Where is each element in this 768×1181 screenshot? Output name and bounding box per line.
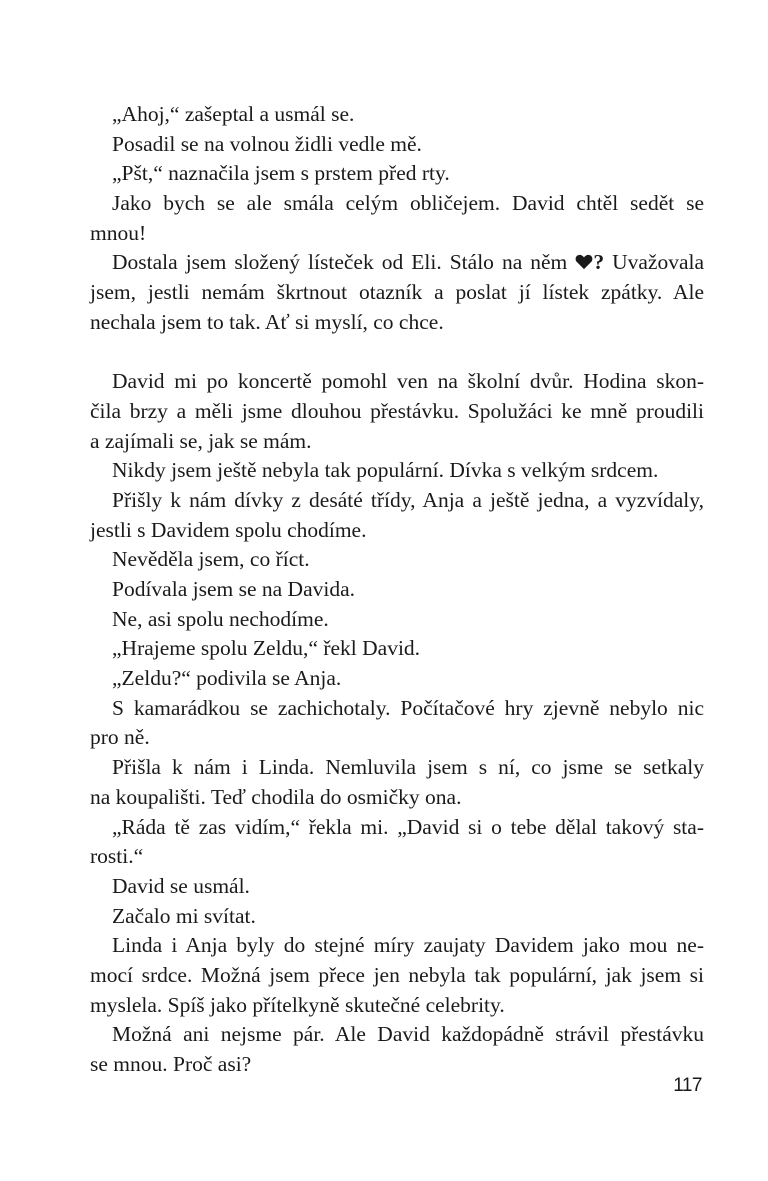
- text-line: David mi po koncertě pomohl ven na školní dvůr. Hodina skon-: [112, 369, 704, 394]
- heart-icon: [575, 254, 593, 270]
- text-line: jsem, jestli nemám škrtnout otazník a poslat jí lístek zpátky. Ale: [90, 280, 704, 305]
- text-line: [112, 248, 704, 278]
- text-line: Přišla k nám i Linda. Nemluvila jsem s ní, co jsme se setkaly: [112, 755, 704, 780]
- text-line: Linda i Anja byly do stejné míry zaujaty Davidem jako mou ne-: [112, 933, 704, 958]
- text-line: Možná ani nejsme pár. Ale David každopádně strávil přestávku: [112, 1022, 704, 1047]
- text-line: „Hrajeme spolu Zeldu,“ řekl David.: [112, 636, 421, 661]
- text-line: nechala jsem to tak. Ať si myslí, co chce.: [90, 309, 444, 334]
- text-line: pro ně.: [90, 725, 150, 750]
- text-line: Jako bych se ale smála celým obličejem. David chtěl sedět se: [112, 191, 704, 216]
- text-line: „Ahoj,“ zašeptal a usmál se.: [112, 102, 355, 126]
- text-line: Ne, asi spolu nechodíme.: [112, 606, 329, 631]
- text-line: myslela. Spíš jako přítelkyně skutečné celebrity.: [90, 992, 505, 1017]
- text-line: mocí srdce. Možná jsem přece jen nebyla tak populární, jak jsem si: [90, 962, 704, 987]
- text-line: Nevěděla jsem, co říct.: [112, 547, 310, 572]
- body-text: [90, 100, 705, 1080]
- text-line: jestli s Davidem spolu chodíme.: [90, 517, 367, 542]
- text-line: Posadil se na volnou židli vedle mě.: [112, 131, 422, 156]
- text-line: David se usmál.: [112, 873, 250, 898]
- heart-question: [575, 248, 604, 278]
- text-line: Začalo mi svítat.: [112, 903, 256, 928]
- text-line: Přišly k nám dívky z desáté třídy, Anja a ještě jedna, a vyzvídaly,: [112, 487, 704, 512]
- text-line: Podívala jsem se na Davida.: [112, 577, 356, 601]
- text-line: rosti.“: [90, 844, 144, 869]
- text-line: S kamarádkou se zachichotaly. Počítačové hry zjevně nebylo nic: [112, 695, 704, 720]
- text-line: Nikdy jsem ještě nebyla tak populární. Dívka s velkým srdcem.: [112, 458, 659, 483]
- page-number: 117: [673, 1075, 702, 1096]
- question-mark: ?: [593, 250, 605, 275]
- text-line: a zajímali se, jak se mám.: [90, 428, 312, 453]
- text-line: na koupališti. Teď chodila do osmičky ona.: [90, 784, 462, 809]
- text-line: se mnou. Proč asi?: [90, 1052, 252, 1076]
- text-line: čila brzy a měli jsme dlouhou přestávku. Spolužáci ke mně proudili: [90, 398, 704, 423]
- text-line: „Ráda tě zas vidím,“ řekla mi. „David si o tebe dělal takový sta-: [112, 814, 704, 839]
- text-line: mnou!: [90, 220, 147, 245]
- text-line: „Pšt,“ naznačila jsem s prstem před rty.: [112, 161, 450, 186]
- text-fragment: Uvažovala: [604, 250, 705, 275]
- text-fragment: Dostala jsem složený lísteček od Eli. Stálo na něm: [112, 250, 568, 275]
- paragraph-break: [112, 338, 704, 368]
- text-line: „Zeldu?“ podivila se Anja.: [112, 666, 342, 691]
